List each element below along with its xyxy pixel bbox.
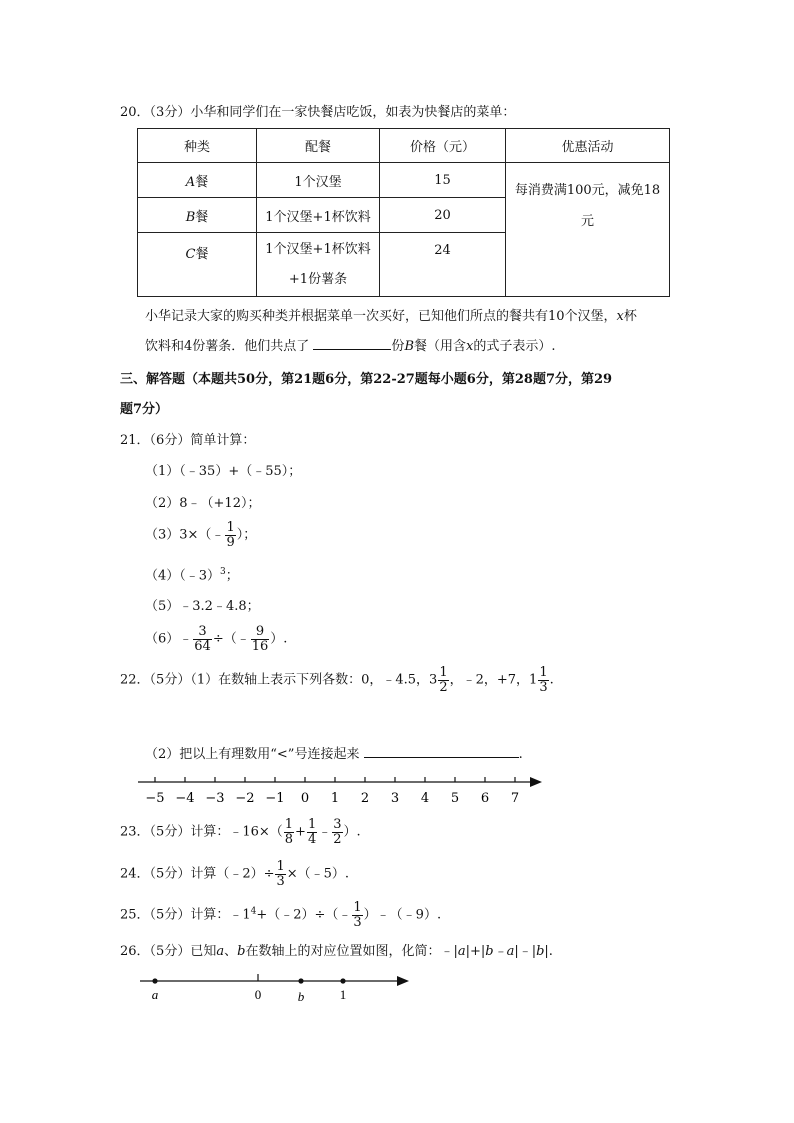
fraction: $\frac{1}{3}$ (539, 665, 548, 695)
q25: 25．（5分）计算：$﹣1^4+(﹣2)\div(﹣$ $\frac{1}{3}$ ）﹣（﹣9）. (120, 900, 442, 930)
q21-part5: （5）﹣3.2﹣4.8； (145, 599, 260, 614)
price-cell: 15 (380, 163, 506, 198)
label-one: 1 (339, 987, 347, 1002)
axis-arrow (530, 777, 542, 787)
section-heading-cont: 题7分） (120, 402, 169, 417)
q22-part2: （2）把以上有理数用“<”号连接起来 . (145, 747, 523, 762)
kind-cell: A餐 (138, 163, 257, 198)
answer-blank[interactable] (364, 757, 519, 758)
fraction: $\frac{1}{4}$ (307, 817, 317, 847)
q20-text-line2: 饮料和4份薯条．他们共点了 份B餐（用含x的式子表示）. (145, 339, 556, 354)
fraction: $\frac{1}{2}$ (439, 665, 448, 695)
promo-cell: 每消费满100元，减免18 元 (506, 163, 670, 297)
table-row (138, 163, 670, 198)
price-cell: 20 (380, 198, 506, 233)
q21-part1: （1）（﹣35）+（﹣55）； (145, 464, 302, 479)
q22-heading: 22．（5分）（1）在数轴上表示下列各数：0，﹣4.5，3 $\frac{1}{2}$ ，﹣2，+7，1 $\frac{1}{3}$ . (120, 665, 554, 695)
label-zero: 0 (254, 987, 262, 1002)
kind-cell: C餐 (138, 233, 257, 297)
fraction: $\frac{1}{8}$ (284, 817, 294, 847)
combo-cell: 1个汉堡+1杯饮料 (257, 198, 380, 233)
axis-tick-label: −2 (235, 791, 255, 806)
table-header-row (138, 129, 670, 163)
label-b: b (297, 989, 305, 1004)
menu-table (137, 128, 670, 297)
q21-part2: （2）8﹣（+12）； (145, 496, 261, 511)
fraction: $\frac{1}{3}$ (276, 859, 285, 889)
q21-part4: （4）（﹣3）$^3$； (145, 567, 239, 584)
q20-heading: 20．（3分）小华和同学们在一家快餐店吃饭，如表为快餐店的菜单： (120, 105, 516, 120)
section-heading: 三、解答题（本题共50分，第21题6分，第22-27题每小题6分，第28题7分，第29 (120, 372, 613, 387)
price-cell: 24 (380, 233, 506, 297)
fraction: $\frac{3}{2}$ (333, 817, 342, 847)
header-combo: 配餐 (257, 129, 380, 163)
fraction: $\frac{9}{16}$ (251, 624, 269, 654)
q26: 26．（5分）已知a、b在数轴上的对应位置如图，化简：﹣|a|+|b﹣a|﹣|b|. (120, 944, 553, 959)
combo-cell: 1个汉堡 (257, 163, 380, 198)
header-kind: 种类 (138, 129, 257, 163)
axis-tick-label: −4 (175, 791, 195, 806)
q24: 24．（5分）计算（﹣2）÷ $\frac{1}{3}$ ×（﹣5）. (120, 859, 350, 889)
q21-part6: （6）﹣ $\frac{3}{64}$ ÷（﹣ $\frac{9}{16}$ ）. (145, 624, 288, 654)
q23: 23．（5分）计算：﹣16×（ $\frac{1}{8}$ + $\frac{1}{4}$ ﹣ $\frac{3}{2}$ ）. (120, 817, 361, 847)
kind-cell: B餐 (138, 198, 257, 233)
axis-tick-label: 2 (360, 791, 370, 806)
axis-tick-label: 6 (480, 791, 490, 806)
point-one (340, 978, 345, 983)
combo-cell: 1个汉堡+1杯饮料 +1份薯条 (257, 233, 380, 297)
axis-tick-label: 5 (450, 791, 460, 806)
axis-tick-label: 3 (390, 791, 400, 806)
axis-tick-label: 7 (510, 791, 520, 806)
q20-text-line1: 小华记录大家的购买种类并根据菜单一次买好，已知他们所点的餐共有10个汉堡，x杯 (145, 309, 637, 324)
fraction: $\frac{3}{64}$ (194, 624, 211, 654)
header-price: 价格（元） (380, 129, 506, 163)
axis-tick-label: −5 (145, 791, 165, 806)
q26-number-line (135, 972, 415, 1006)
number-line (130, 772, 550, 808)
answer-blank[interactable] (313, 349, 391, 350)
fraction: $\frac{1}{9}$ (226, 520, 235, 550)
header-promo: 优惠活动 (506, 129, 670, 163)
axis-tick-label: −1 (265, 791, 285, 806)
fraction: $\frac{1}{3}$ (353, 900, 362, 930)
axis-tick-label: 0 (300, 791, 310, 806)
axis-arrow (397, 976, 409, 986)
point-a (152, 978, 157, 983)
point-b (298, 978, 303, 983)
axis-tick-label: 4 (420, 791, 430, 806)
label-a: a (151, 987, 159, 1002)
axis-tick-label: 1 (330, 791, 340, 806)
q21-part3: （3）3×（﹣ $\frac{1}{9}$ ）； (145, 520, 257, 550)
q21-heading: 21．（6分）简单计算： (120, 433, 256, 448)
axis-tick-label: −3 (205, 791, 225, 806)
